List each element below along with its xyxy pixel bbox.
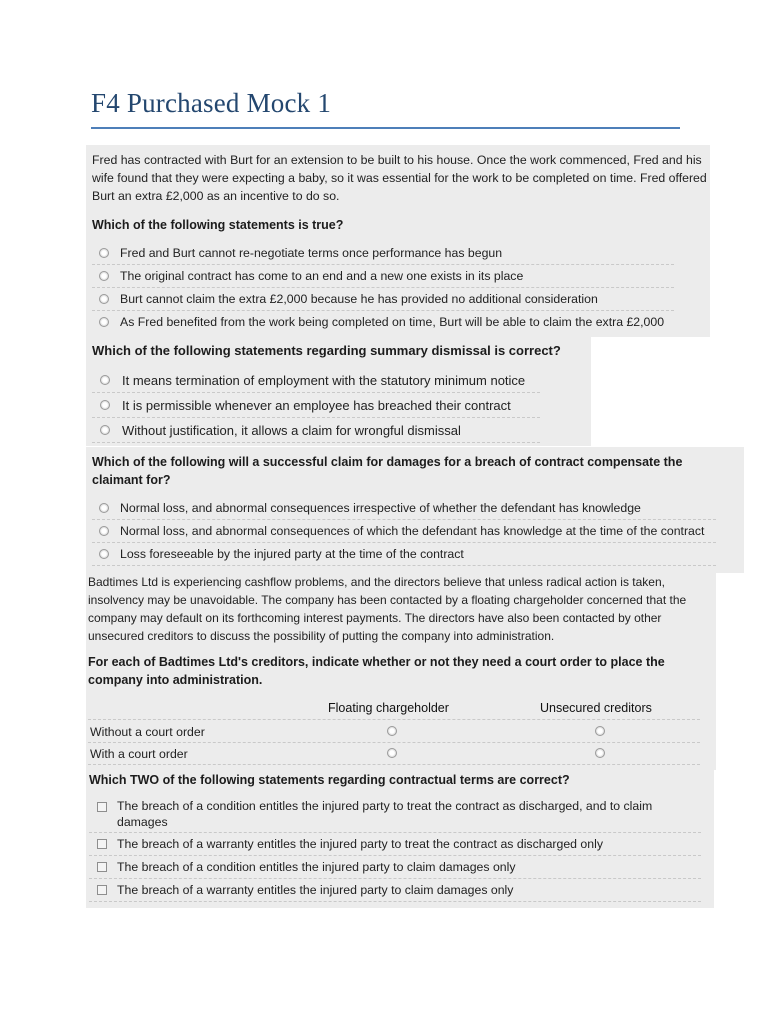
checkbox[interactable] [97,802,107,812]
option-label: The original contract has come to an end and a new one exists in its place [120,269,524,283]
radio-button[interactable] [99,549,109,559]
column-header-floating-chargeholder: Floating chargeholder [328,701,449,715]
option-label: The breach of a warranty entitles the injured party to treat the contract as discharged only [117,837,603,851]
question-4-scenario: Badtimes Ltd is experiencing cashflow problems, and the directors believe that unless radical action is taken, insolvency may be unavoidable. The company has been contacted by a floating chargeholder concerned that the company may default on its forthcoming interest payments. The directors have also been contacted by other unsecured creditors to discuss the possibility of putting the company into administration. [88,575,687,643]
question-3-panel [86,447,744,573]
option-label: As Fred benefited from the work being completed on time, Burt will be able to claim the extra £2,000 [120,315,665,329]
radio-button[interactable] [100,375,110,385]
option-label: Normal loss, and abnormal consequences of which the defendant has knowledge at the time of the contract [120,524,705,538]
question-3-option-c[interactable] [92,543,716,566]
radio-floating-with-court-order[interactable] [387,748,397,758]
row-label-without-court-order: Without a court order [90,725,205,739]
question-2-panel [86,337,591,446]
question-5-option-a[interactable] [89,798,701,833]
question-4-text: For each of Badtimes Ltd's creditors, indicate whether or not they need a court order to place the company into administration. [88,655,665,687]
question-3-option-a[interactable] [92,497,716,520]
radio-button[interactable] [99,317,109,327]
radio-button[interactable] [100,400,110,410]
radio-floating-without-court-order[interactable] [387,726,397,736]
option-label: Normal loss, and abnormal consequences irrespective of whether the defendant has knowledge [120,501,641,515]
checkbox[interactable] [97,885,107,895]
question-5-option-d[interactable] [89,879,701,902]
table-row [88,719,700,743]
option-label: Fred and Burt cannot re-negotiate terms once performance has begun [120,246,503,260]
question-1-option-b[interactable] [92,265,674,288]
question-2-option-b[interactable] [92,393,540,418]
page-title: F4 Purchased Mock 1 [91,88,332,118]
question-5-option-b[interactable] [89,833,701,856]
question-2-text: Which of the following statements regarding summary dismissal is correct? [92,343,561,358]
radio-button[interactable] [99,271,109,281]
question-1-text: Which of the following statements is true? [92,218,344,232]
question-1-scenario: Fred has contracted with Burt for an extension to be built to his house. Once the work commenced, Fred and his wife found that they were expecting a baby, so it was essential for the work to be completed on time. Fred offered Burt an extra £2,000 as an incentive to do so. [92,153,707,203]
radio-button[interactable] [99,503,109,513]
option-label: Without justification, it allows a claim for wrongful dismissal [122,422,461,438]
option-label: The breach of a condition entitles the injured party to claim damages only [117,860,516,874]
row-label-with-court-order: With a court order [90,747,188,761]
radio-button[interactable] [99,248,109,258]
title-underline [91,127,680,129]
radio-unsecured-with-court-order[interactable] [595,748,605,758]
question-3-option-b[interactable] [92,520,716,543]
radio-button[interactable] [99,294,109,304]
question-1-option-c[interactable] [92,288,674,311]
table-row [88,742,700,765]
question-4-panel [86,573,716,770]
option-label: The breach of a condition entitles the injured party to treat the contract as discharged, and to claim damages [117,799,653,829]
radio-unsecured-without-court-order[interactable] [595,726,605,736]
checkbox[interactable] [97,839,107,849]
option-label: Burt cannot claim the extra £2,000 because he has provided no additional consideration [120,292,598,306]
question-1-panel [86,145,710,337]
radio-button[interactable] [100,425,110,435]
option-label: It means termination of employment with the statutory minimum notice [122,372,526,388]
question-1-option-d[interactable] [92,311,674,333]
question-2-option-c[interactable] [92,418,540,443]
question-5-text: Which TWO of the following statements regarding contractual terms are correct? [89,773,570,787]
radio-button[interactable] [99,526,109,536]
option-label: It is permissible whenever an employee has breached their contract [122,397,511,413]
question-2-option-a[interactable] [92,368,540,393]
question-1-option-a[interactable] [92,242,674,265]
option-label: The breach of a warranty entitles the injured party to claim damages only [117,883,514,897]
checkbox[interactable] [97,862,107,872]
question-5-option-c[interactable] [89,856,701,879]
question-3-text: Which of the following will a successful claim for damages for a breach of contract compensate the claimant for? [92,455,683,487]
option-label: Loss foreseeable by the injured party at the time of the contract [120,547,464,561]
column-header-unsecured-creditors: Unsecured creditors [540,701,652,715]
question-5-panel [86,770,714,908]
